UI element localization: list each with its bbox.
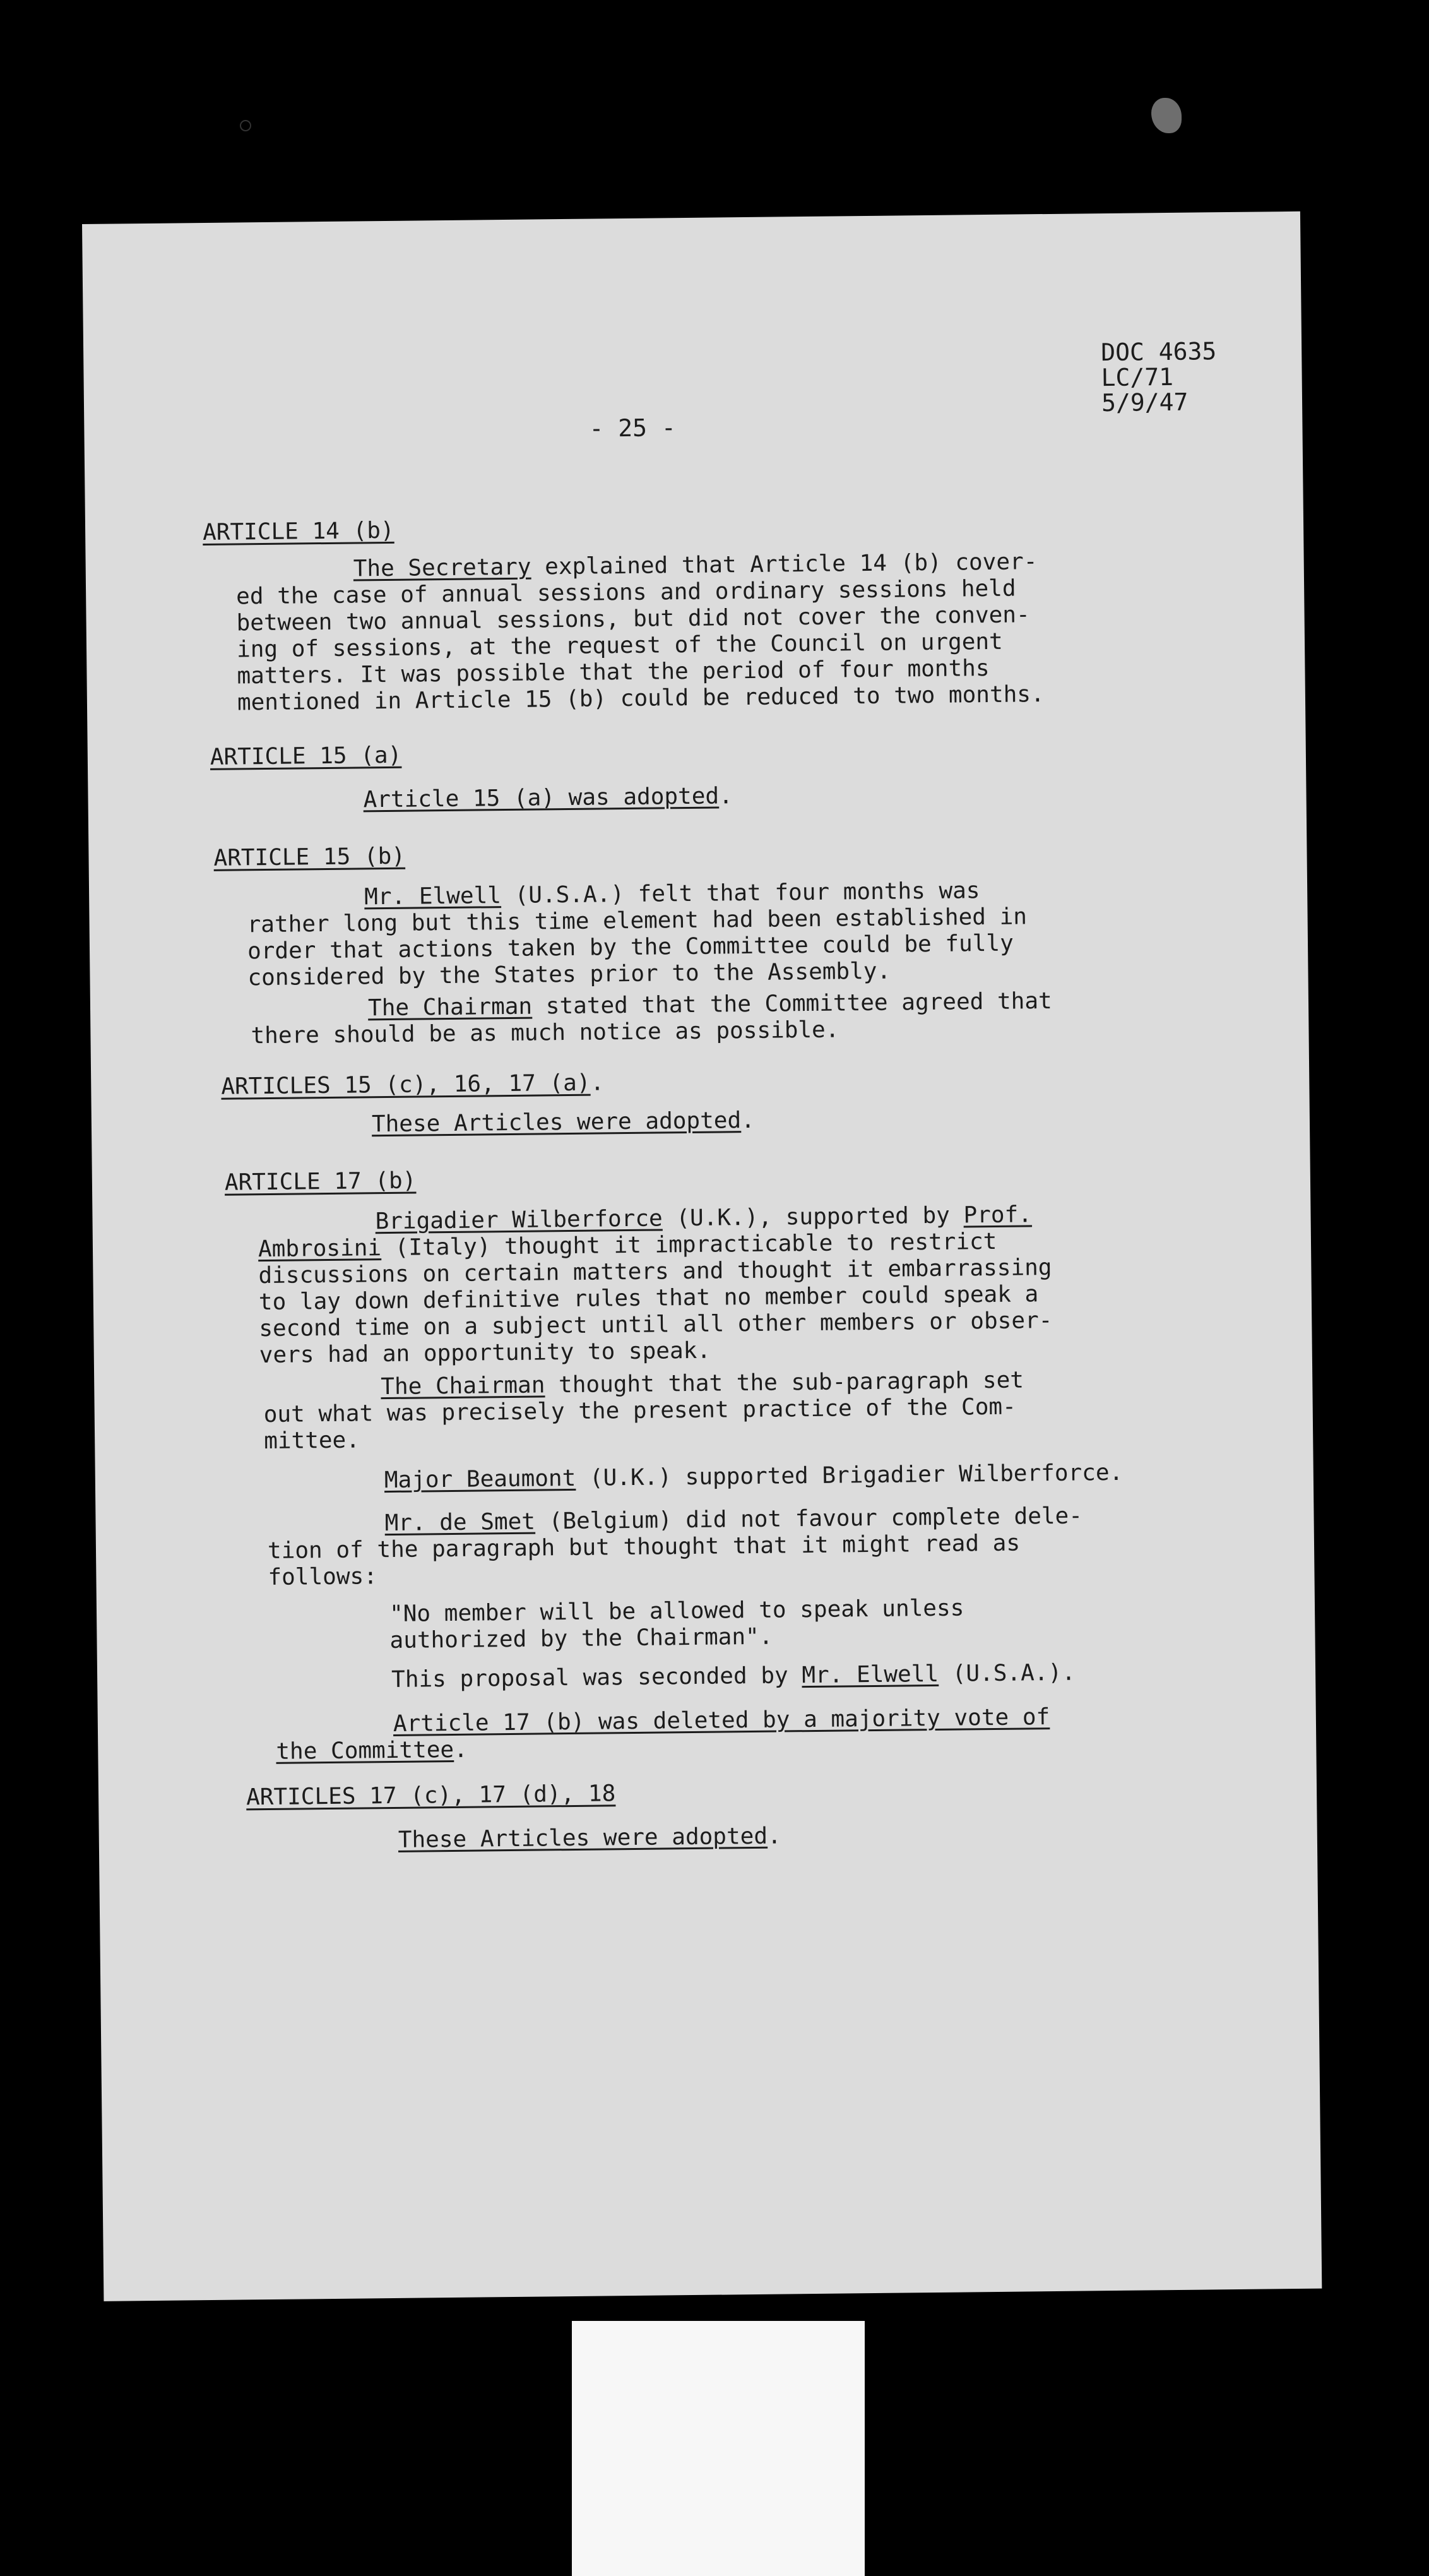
text-run: (Belgium) did not favour complete dele- [535,1503,1083,1535]
deletion-note-line1 [393,1704,1050,1738]
period: . [453,1736,468,1763]
article-15b-chair-paragraph: there should be as much notice as possible. [251,1017,839,1049]
article-14b-heading: ARTICLE 14 (b) [202,517,394,546]
period: . [718,783,733,809]
text-run: (U.K.), supported by [662,1202,964,1232]
text-run: (U.S.A.). [938,1659,1076,1687]
article-17b-chair-paragraph: out what was precisely the present practice of the Com- mittee. [263,1393,1016,1455]
page-number: - 25 - [589,414,676,443]
article-15c-text [372,1107,755,1138]
page-mark [240,120,251,131]
article-15a-text [363,783,733,813]
article-17b-beaumont-line [384,1460,1124,1494]
speaker-chairman: The Chairman [381,1372,545,1400]
speaker-wilberforce: Brigadier Wilberforce [375,1205,663,1235]
article-17c-heading: ARTICLES 17 (c), 17 (d), 18 [246,1780,616,1811]
document-reference [1101,338,1217,415]
deletion-note: the Committee [276,1736,454,1765]
text-run: (U.S.A.) felt that four months was [501,878,980,909]
speaker-secretary: The Secretary [353,554,531,582]
document-page [82,212,1322,2301]
period: . [590,1070,605,1096]
speaker-beaumont: Major Beaumont [384,1465,576,1494]
doc-ref-code: LC/71 [1101,362,1174,392]
article-15b-chair-line [368,988,1052,1022]
text-run: stated that the Committee agreed that [531,987,1052,1020]
speaker-ambrosini: Ambrosini [258,1235,382,1263]
article-15c-heading: ARTICLES 15 (c), 16, 17 (a) [221,1070,591,1100]
text-run: thought that the sub-paragraph set [545,1367,1024,1398]
text-run: explained that Article 14 (b) cover- [531,549,1038,580]
period: . [767,1823,781,1849]
speaker-chairman: The Chairman [367,993,533,1022]
article-15c-heading-line [221,1070,604,1100]
proposed-wording-quote: "No member will be allowed to speak unless authorized by the Chairman". [389,1595,964,1654]
blank-card [572,2321,865,2576]
article-17c-text [398,1823,781,1854]
adoption-note: These Articles were adopted [371,1107,742,1138]
speaker-elwell: Mr. Elwell [802,1661,939,1689]
article-17b-paragraph: discussions on certain matters and thought it embarrassing to lay down definitive rules that no member could speak a second time on a subject until all other members or obser- vers had an opportunity to speak. [258,1255,1053,1369]
article-15b-heading: ARTICLE 15 (b) [213,843,406,871]
adoption-note: These Articles were adopted [398,1823,768,1853]
doc-ref-number: DOC 4635 [1100,337,1217,367]
deletion-note-line2 [276,1737,468,1765]
text-run: (U.K.) supported Brigadier Wilberforce. [576,1459,1124,1491]
article-17b-desmet-paragraph: tion of the paragraph but thought that it might read as follows: [267,1530,1021,1591]
page-smudge [1151,98,1182,133]
seconded-line [391,1660,1076,1693]
doc-ref-date: 5/9/47 [1101,388,1189,417]
article-14b-paragraph: ed the case of annual sessions and ordinary sessions held between two annual sessions, but did not cover the conven- ing of sessions, at the request of the Council on urgent matters. It was possible that the period of four months mentioned in Article 15 (b) could be reduced to two months. [235,575,1045,716]
speaker-prof: Prof. [963,1202,1033,1229]
speaker-de-smet: Mr. de Smet [384,1508,536,1537]
article-15b-paragraph: rather long but this time element had been established in order that actions taken by the Committee could be fully considered by the States prior to the Assembly. [247,903,1028,991]
adoption-note: Article 15 (a) was adopted [363,783,720,813]
article-15a-heading: ARTICLE 15 (a) [210,742,402,770]
text-run: (Italy) thought it impracticable to restrict [381,1228,997,1261]
text-run: This proposal was seconded by [391,1662,802,1693]
period: . [740,1107,756,1134]
deletion-note: Article 17 (b) was deleted by a majority vote of [393,1704,1050,1737]
speaker-elwell: Mr. Elwell [364,883,502,910]
article-17b-heading: ARTICLE 17 (b) [224,1167,417,1196]
